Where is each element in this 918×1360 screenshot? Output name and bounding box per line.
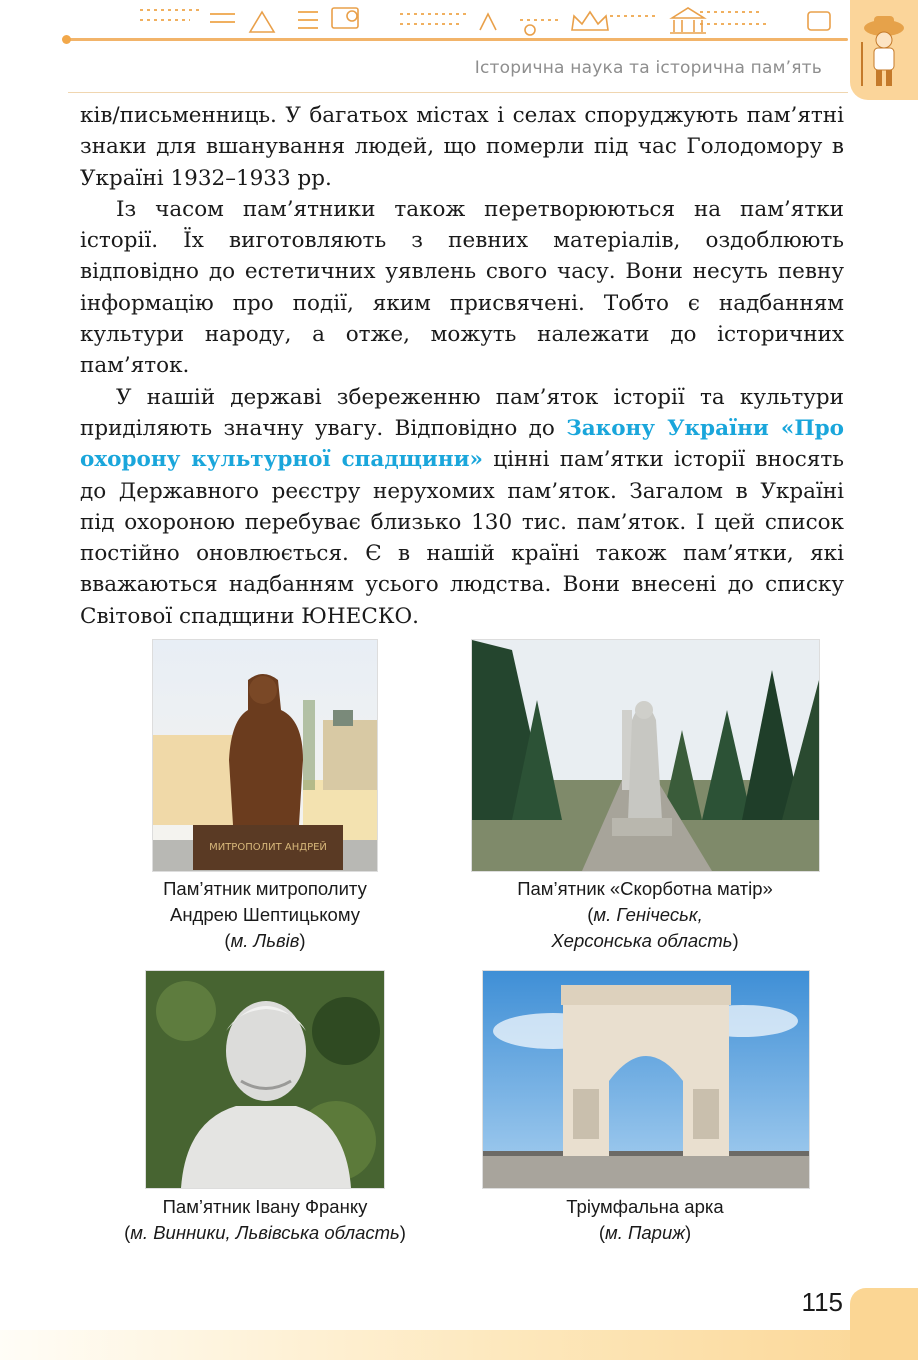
- caption-place: (м. Генічеськ,: [587, 904, 703, 925]
- sheptytsky-monument-photo: [152, 639, 378, 872]
- caption-place-name: Херсонська область: [551, 930, 733, 951]
- caption-place-name: м. Париж: [605, 1222, 685, 1243]
- page-number-tab: [850, 1288, 918, 1360]
- section-title: Історична наука та історична пам’ять: [474, 58, 822, 78]
- sheptytsky-caption: [110, 876, 420, 954]
- page-number: 115: [801, 1287, 843, 1317]
- chest-icon: [808, 12, 830, 30]
- caption-line: Пам’ятник митрополиту: [163, 878, 367, 899]
- paragraph-3: [80, 382, 844, 632]
- paragraph-3-end: цінні пам’ятки історії вносять до Державного реєстру нерухомих пам’яток. Загалом в Україні під охороною перебуває близько 130 тис. пам’яток. І цей список постійно оновлюється. Є в нашій країні також пам’ятки, які вважаються надбанням усього людства. Вони внесені до списку Світової спадщини ЮНЕСКО.: [80, 447, 845, 629]
- explorer-icon: [850, 0, 918, 100]
- mournful-mother-caption: [470, 876, 820, 954]
- paragraph-1: ків/письменниць. У багатьох містах і селах споруджують пам’ятні знаки для вшанування людей, що померли під час Голодомору в Україні 1932–1933 рр.: [80, 103, 844, 191]
- caption-place-name: м. Львів: [230, 930, 300, 951]
- caption-line: Тріумфальна арка: [566, 1196, 724, 1217]
- caption-place: (м. Париж): [598, 1222, 692, 1243]
- caption-place-name: м. Генічеськ,: [593, 904, 703, 925]
- caption-line: Пам’ятник «Скорботна матір»: [517, 878, 773, 899]
- header-rule: [68, 92, 848, 93]
- crown-icon: [572, 12, 608, 30]
- triumphal-arch-caption: [480, 1194, 810, 1246]
- paragraph-2: Із часом пам’ятники також перетворюються на пам’ятки історії. Їх виготовляють з певних матеріалів, оздоблюють відповідно до естетичних уявлень свого часу. Вони несуть певну інформацію про події, яким присвячені. Тобто є надбанням культури народу, а отже, можуть належати до історичних пам’яток.: [80, 196, 844, 379]
- caption-place: (м. Винники, Львівська область): [124, 1222, 406, 1243]
- mournful-mother-photo: [471, 639, 820, 872]
- franko-caption: [80, 1194, 450, 1246]
- header-dot: [62, 35, 71, 44]
- caption-place-name: м. Винники, Львівська область: [130, 1222, 400, 1243]
- pyramid-icon: [250, 12, 274, 32]
- footer-band: [0, 1330, 918, 1360]
- franko-bust-photo: [145, 970, 385, 1189]
- museum-icon: [670, 8, 706, 33]
- pedestal-inscription: МИТРОПОЛИТ АНДРЕЙ: [209, 842, 327, 853]
- caption-line: Пам’ятник Івану Франку: [162, 1196, 368, 1217]
- triumphal-arch-photo: [482, 970, 810, 1189]
- caption-line: Андрею Шептицькому: [169, 904, 360, 925]
- header-line: [68, 38, 848, 41]
- caption-place: Херсонська область): [551, 930, 739, 951]
- paragraph-3-start: У нашій державі збереженню пам’яток історії та культури приділяють значну увагу. Відповідно до: [80, 384, 844, 441]
- body-text: [80, 100, 844, 632]
- corner-tab: [850, 0, 918, 100]
- caption-place: (м. Львів): [224, 930, 306, 951]
- law-reference: Закону України «Про охорону культурної спадщини»: [80, 415, 845, 473]
